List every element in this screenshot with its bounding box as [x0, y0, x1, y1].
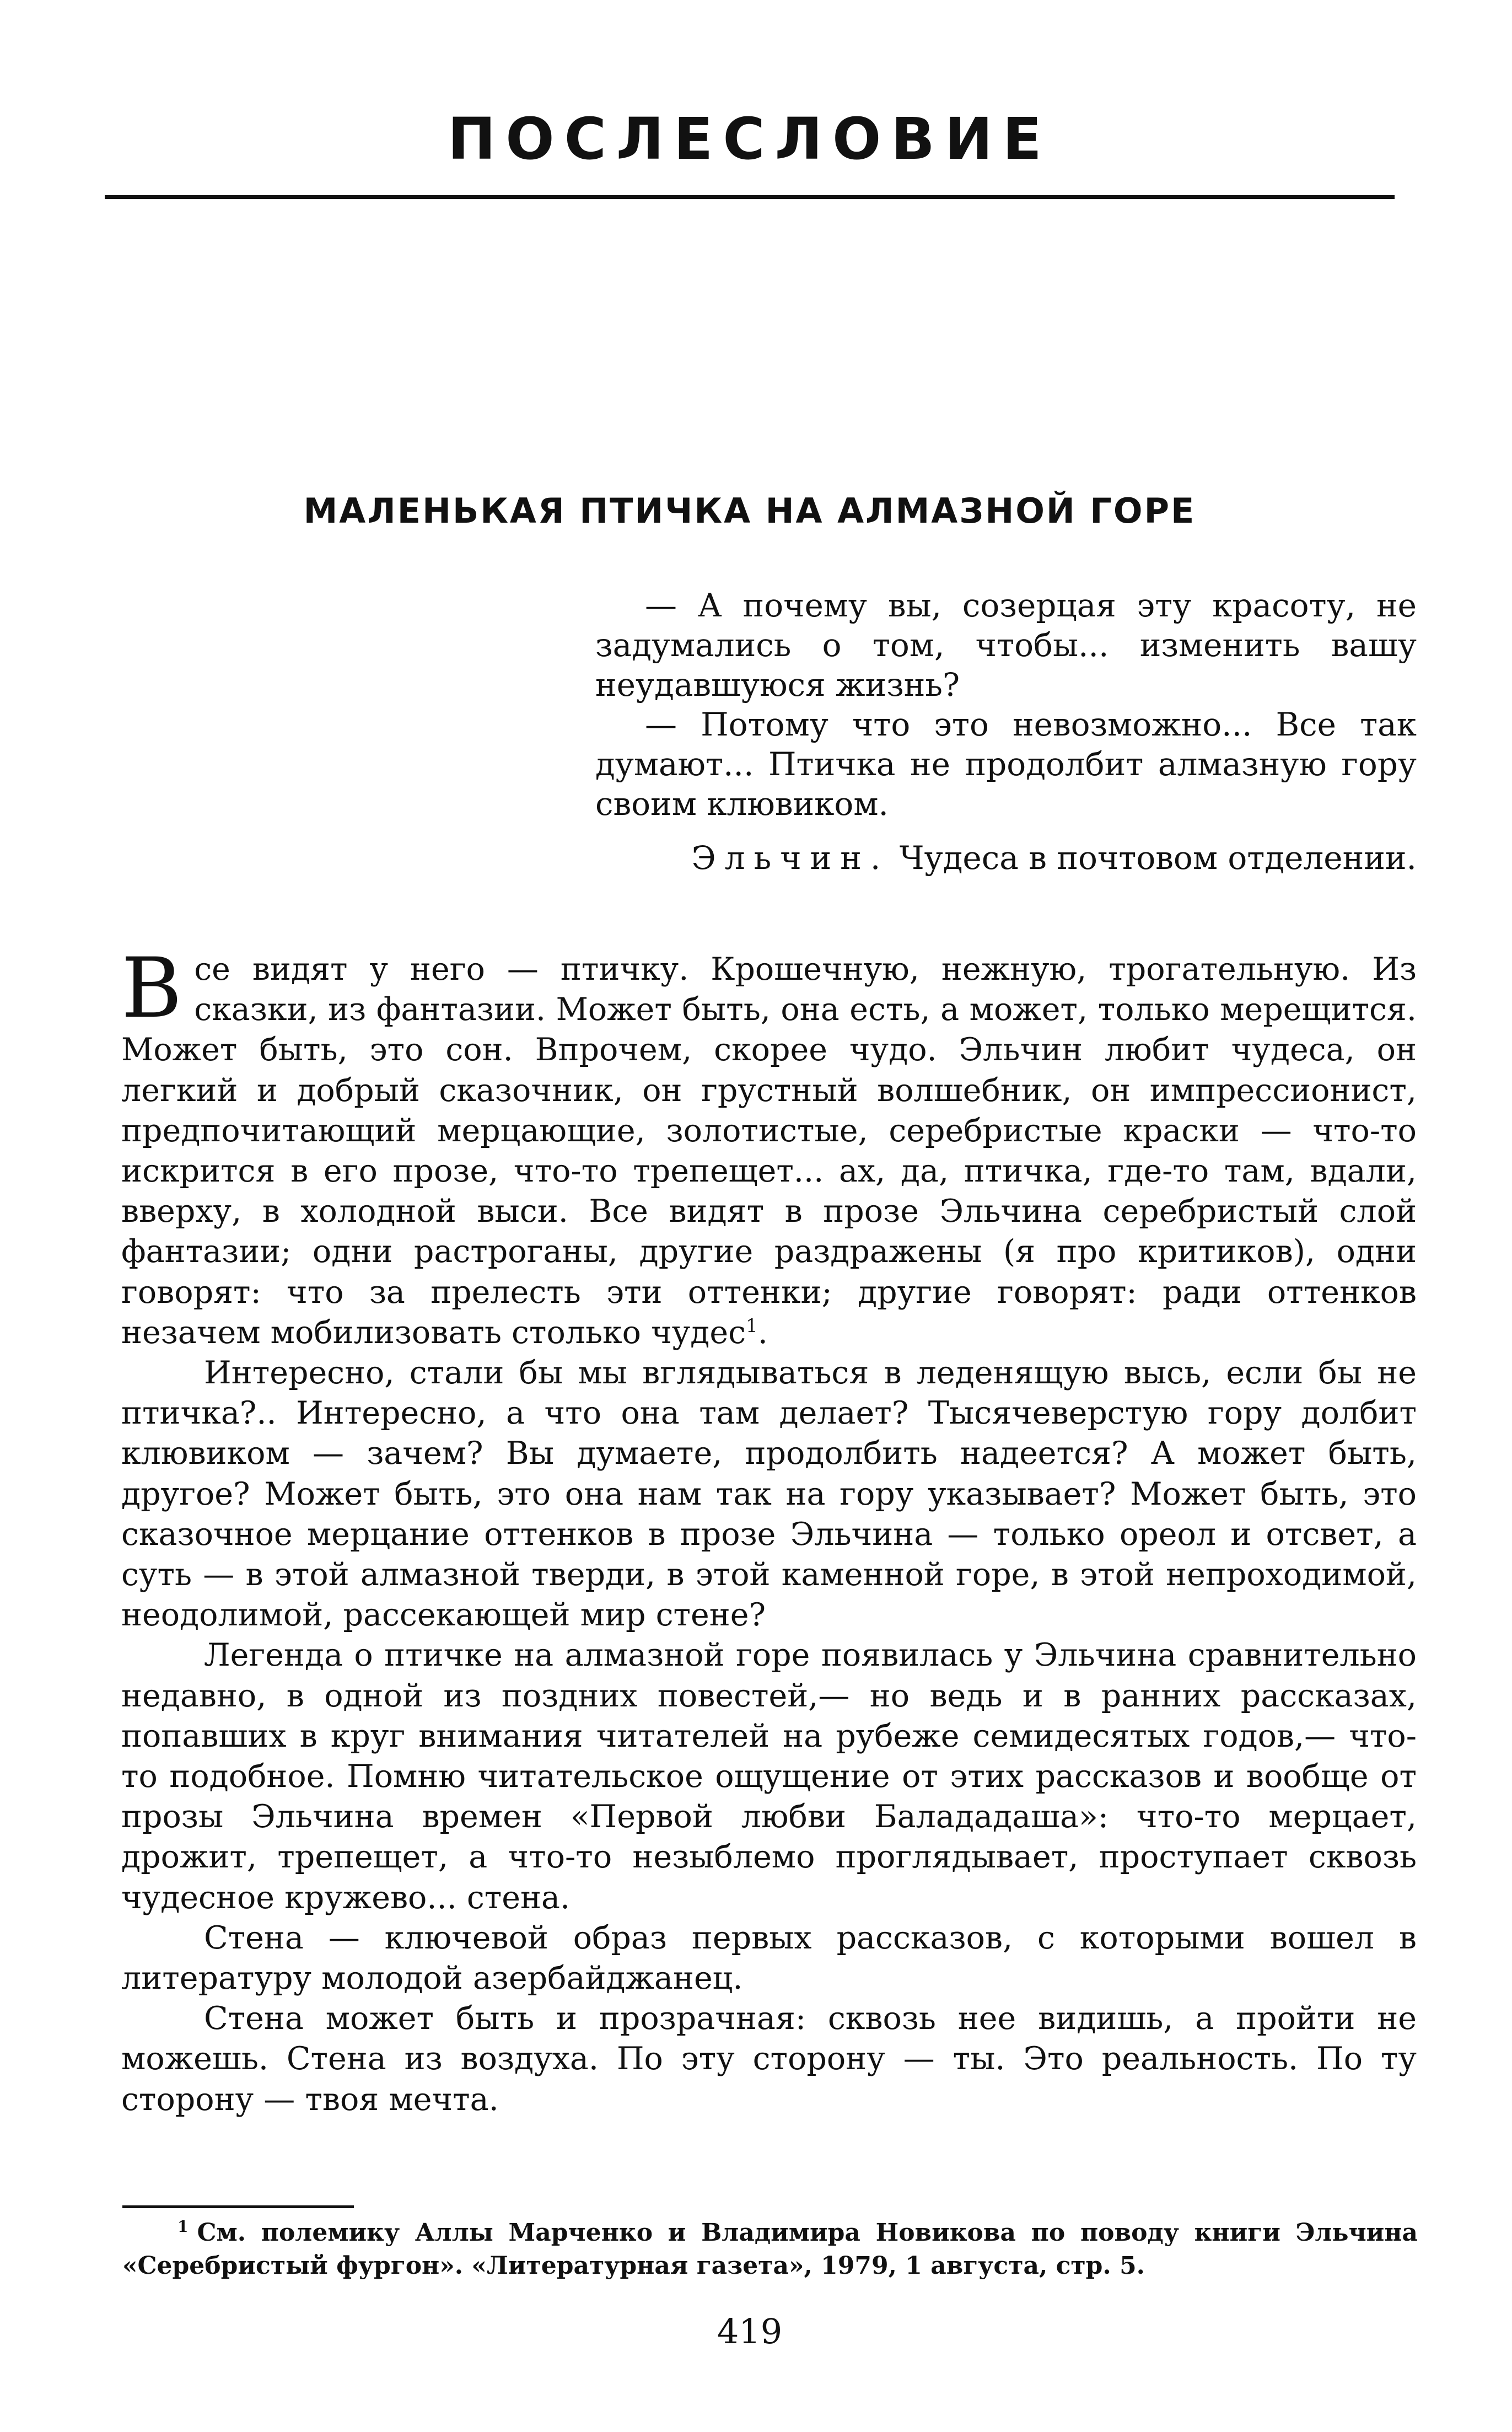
running-title: ПОСЛЕСЛОВИЕ: [448, 105, 1052, 173]
article-title: МАЛЕНЬКАЯ ПТИЧКА НА АЛМАЗНОЙ ГОРЕ: [303, 491, 1196, 531]
drop-cap: В: [121, 941, 182, 1037]
paragraph: Легенда о птичке на алмазной горе появилась у Эльчина сравнительно недавно, в одной из поздних повестей,— но ведь и в ранних рассказах, попавших в круг внимания читателей на рубеже семидесятых годов,— что-то подобное. Помню читательское ощущение от этих рассказов и вообще от прозы Эльчина времен «Первой любви Балададаша»: что-то мерцает, дрожит, трепещет, а что-то незыблемо проглядывает, проступает сквозь чудесное кружево... стена.: [121, 1637, 1417, 1916]
footnote-mark: 1: [177, 2218, 189, 2236]
title-rule: [105, 195, 1395, 199]
epigraph-line: — А почему вы, созерцая эту красоту, не задумались о том, чтобы... изменить вашу неудавшуюся жизнь?: [595, 587, 1417, 704]
page-number: 419: [717, 2311, 783, 2352]
paragraph: Интересно, стали бы мы вглядываться в леденящую высь, если бы не птичка?.. Интересно, а что она там делает? Тысячеверстую гору долбит клювиком — зачем? Вы думаете, продолбить надеется? А может быть, другое? Может быть, это она нам так на гору указывает? Может быть, это сказочное мерцание оттенков в прозе Эльчина — только ореол и отсвет, а суть — в этой алмазной тверди, в этой каменной горе, в этой непроходимой, неодолимой, рассекающей мир стене?: [121, 1355, 1417, 1634]
article-body: [121, 941, 1417, 2120]
paragraph: Стена — ключевой образ первых рассказов, с которыми вошел в литературу молодой азербайджанец.: [121, 1919, 1417, 1997]
epigraph-attribution: [595, 838, 1417, 878]
footnote: [122, 2216, 1418, 2283]
epigraph-line: — Потому что это невозможно... Все так думают... Птичка не продолбит алмазную гору своим клювиком.: [595, 706, 1417, 823]
paragraph-end: .: [757, 1314, 768, 1351]
epigraph-author: Эльчин.: [691, 839, 890, 877]
footnote-rule: [122, 2205, 354, 2208]
epigraph-source: Чудеса в почтовом отделении.: [899, 839, 1417, 877]
footnote-reference[interactable]: 1: [746, 1314, 758, 1337]
epigraph: [595, 586, 1417, 878]
footnote-text: См. полемику Аллы Марченко и Владимира Новикова по поводу книги Эльчина «Серебристый фургон». «Литературная газета», 1979, 1 августа, стр. 5.: [122, 2219, 1418, 2280]
paragraph: [121, 941, 1417, 1353]
paragraph-text: се видят у него — птичку. Крошечную, нежную, трогательную. Из сказки, из фантазии. Может быть, она есть, а может, только мерещится. Может быть, это сон. Впрочем, скорее чудо. Эльчин любит чудеса, он легкий и добрый сказочник, он грустный волшебник, он импрессионист, предпочитающий мерцающие, золотистые, серебристые краски — что-то искрится в его прозе, что-то трепещет... ах, да, птичка, где-то там, вдали, вверху, в холодной выси. Все видят в прозе Эльчина серебристый слой фантазии; одни растроганы, другие раздражены (я про критиков), одни говорят: что за прелесть эти оттенки; другие говорят: ради оттенков незачем мобилизовать столько чудес: [121, 951, 1417, 1351]
paragraph: Стена может быть и прозрачная: сквозь нее видишь, а пройти не можешь. Стена из воздуха. По эту сторону — ты. Это реальность. По ту сторону — твоя мечта.: [121, 2000, 1417, 2118]
